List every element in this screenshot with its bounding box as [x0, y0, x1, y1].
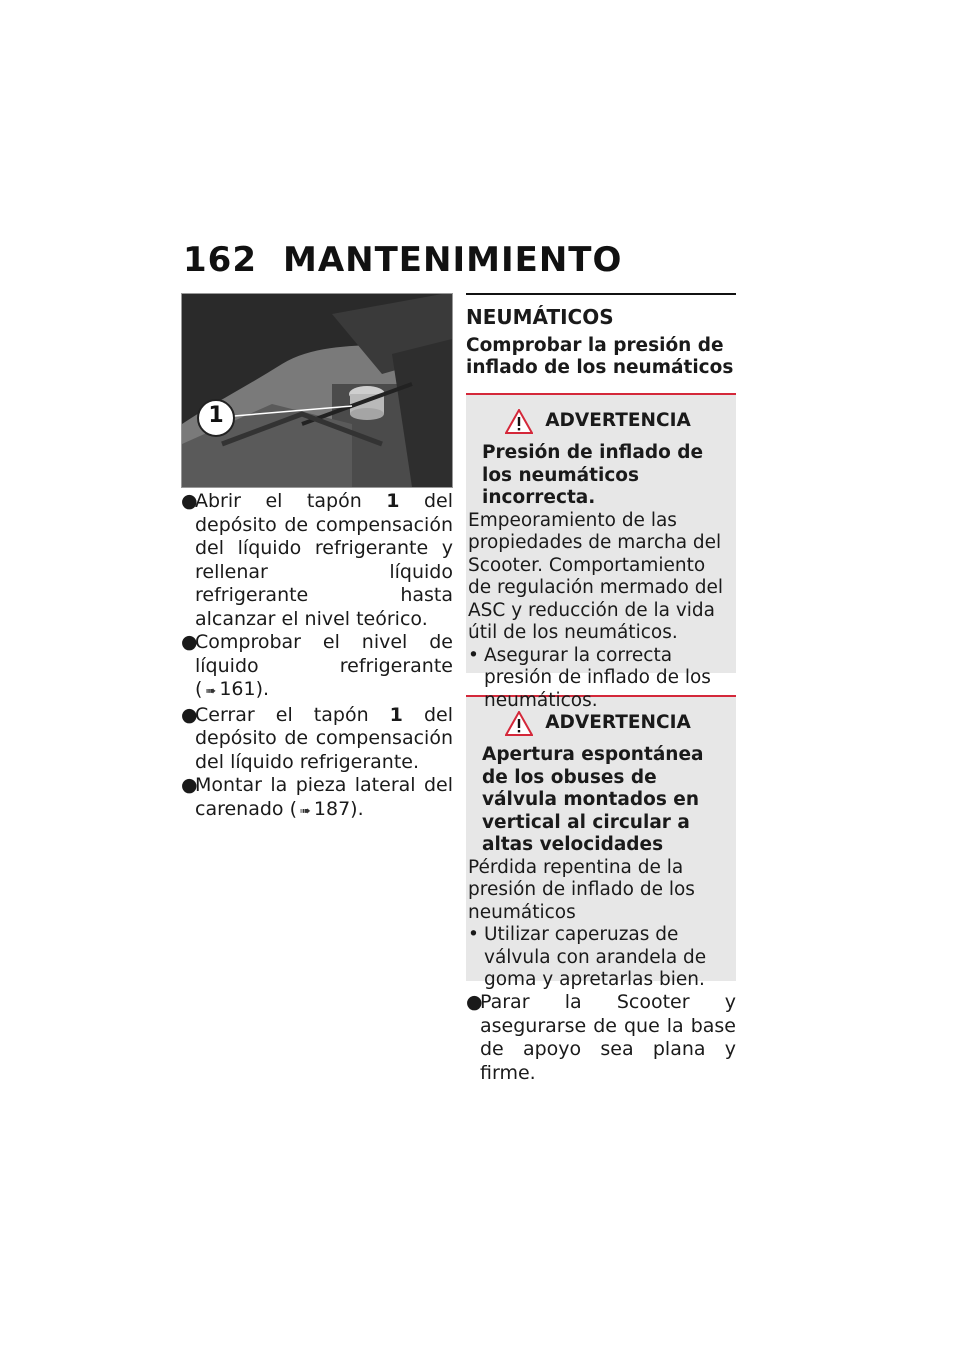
warning-action: • Asegurar la correcta presión de inflado de los neumáticos.	[468, 644, 711, 711]
step-mount-panel: ● Montar la pieza lateral del carenado ( ➠ 187).	[181, 774, 453, 820]
bullet-dot: •	[468, 644, 479, 666]
photo-illustration	[182, 294, 452, 487]
section-title: NEUMÁTICOS	[466, 305, 614, 329]
left-column	[181, 490, 453, 823]
warning-triangle-icon	[505, 409, 533, 434]
callout-ref: 1	[386, 490, 400, 512]
warning-box-valve	[466, 695, 736, 990]
step-check-level: ● Comprobar el nivel de líquido refrigerante ( ➠ 161).	[181, 631, 453, 700]
warning-header	[468, 711, 728, 736]
bullet-dot: •	[468, 924, 479, 945]
coolant-reservoir-photo	[181, 293, 453, 488]
page-reference-187[interactable]: 187	[313, 797, 351, 820]
figure-callout-1: 1	[208, 403, 224, 428]
warning-action: • Utilizar caperuzas de válvula con arandela de goma y apretarlas bien.	[468, 924, 707, 990]
warning-body: Pérdida repentina de la presión de inflado de los neumáticos	[468, 856, 695, 923]
page-reference-161[interactable]: 161	[219, 678, 256, 700]
right-column	[466, 293, 736, 1085]
chapter-title: MANTENIMIENTO	[283, 240, 623, 280]
callout-ref: 1	[389, 703, 403, 726]
step-park-scooter: ● Parar la Scooter y asegurarse de que la base de apoyo sea plana y firme.	[466, 991, 736, 1084]
step-close-cap: ● Cerrar el tapón 1 del depósito de compensación del líquido refrigerante.	[181, 703, 453, 773]
page-number: 162	[183, 240, 257, 280]
page-reference-arrow-icon: ➠	[300, 803, 311, 819]
bullet-dot: ●	[181, 703, 198, 726]
page-reference-arrow-icon: ➠	[205, 684, 217, 699]
warning-heading: Apertura espontánea de los obuses de válvula montados en vertical al circular a altas velocidades	[482, 744, 704, 855]
section-rule	[466, 293, 736, 295]
bullet-dot: ●	[181, 774, 198, 796]
subsection-title: Comprobar la presión de inflado de los neumáticos	[466, 335, 734, 378]
warning-label: ADVERTENCIA	[545, 410, 691, 432]
warning-triangle-icon	[505, 711, 533, 736]
bullet-dot: ●	[181, 631, 198, 653]
warning-heading: Presión de inflado de los neumáticos incorrecta.	[482, 442, 704, 508]
warning-header	[468, 409, 728, 434]
bullet-dot: ●	[181, 490, 198, 512]
warning-label: ADVERTENCIA	[545, 712, 691, 734]
step-open-cap: ● Abrir el tapón 1 del depósito de compensación del líquido refrigerante y rellenar líquido refrigerante hasta alcanzar el nivel teórico.	[181, 490, 453, 630]
warning-body: Empeoramiento de las propiedades de marcha del Scooter. Comportamiento de regulación mermado del ASC y reducción de la vida útil de los neumáticos.	[468, 509, 724, 643]
bullet-dot: ●	[466, 991, 483, 1013]
warning-box-pressure	[466, 393, 736, 711]
page-header	[183, 240, 743, 280]
